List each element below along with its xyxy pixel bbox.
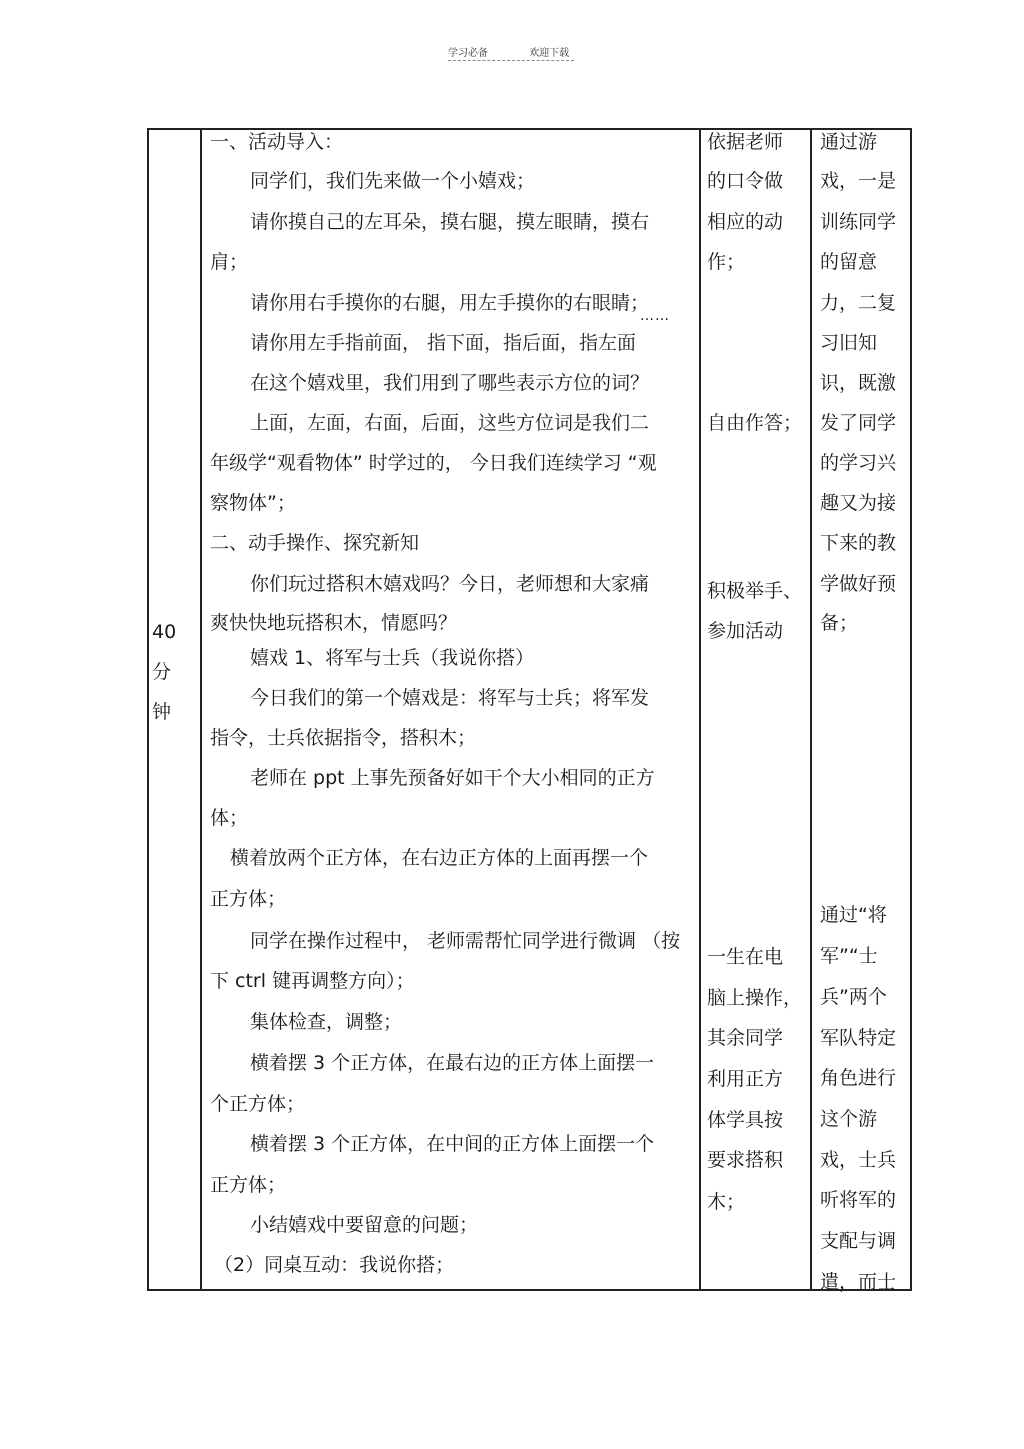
purpose-line: 训练同学 [820, 211, 897, 233]
content-line: 察物体”； [210, 492, 296, 514]
content-line: 体； [210, 807, 249, 829]
content-line: 请你摸自己的左耳朵，摸右腿，摸左眼睛，摸右 [250, 211, 650, 233]
activity-line: 自由作答； [707, 412, 803, 434]
content-line: 集体检查，调整； [250, 1011, 403, 1033]
purpose-line: 识，既激 [820, 372, 897, 394]
header-divider [448, 60, 574, 61]
purpose-line: 趣又为接 [820, 492, 897, 514]
time-unit-1: 分 [152, 661, 172, 683]
purpose-line: 军”“士 [820, 945, 878, 967]
content-line: 正方体； [210, 1174, 287, 1196]
content-line: 今日我们的第一个嬉戏是：将军与士兵；将军发 [250, 687, 650, 709]
activity-line: 利用正方 [707, 1068, 784, 1090]
purpose-line: 这个游 [820, 1108, 878, 1130]
content-line: 同学们，我们先来做一个小嬉戏； [250, 170, 536, 192]
content-line: 你们玩过搭积木嬉戏吗？今日，老师想和大家痛 [250, 573, 650, 595]
time-cell [152, 612, 192, 732]
content-line: 请你用左手指前面， 指下面，指后面，指左面 [250, 332, 637, 354]
time-number: 40 [152, 621, 177, 643]
content-line: 年级学“观看物体” 时学过的， 今日我们连续学习 “观 [210, 452, 657, 474]
content-line: （2）同桌互动：我说你搭； [214, 1254, 455, 1276]
purpose-line: 力，二复 [820, 292, 897, 314]
activity-line: 积极举手、 [707, 580, 803, 602]
activity-line: 其余同学 [707, 1027, 784, 1049]
content-line: 请你用右手摸你的右腿，用左手摸你的右眼睛； [250, 292, 650, 314]
content-line: 正方体； [210, 888, 287, 910]
purpose-line: 通过游 [820, 131, 878, 153]
purpose-line: 兵”两个 [820, 986, 887, 1008]
column-divider [200, 128, 202, 1291]
content-line: 个正方体； [210, 1093, 306, 1115]
content-line: 横着摆 3 个正方体，在中间的正方体上面摆一个 [250, 1133, 655, 1155]
activity-line: 一生在电 [707, 946, 784, 968]
purpose-line: 下来的教 [820, 532, 897, 554]
activity-line: 脑上操作， [707, 987, 803, 1009]
purpose-line: 备； [820, 612, 859, 634]
purpose-line: 遣，而士 [820, 1271, 897, 1293]
purpose-line: 角色进行 [820, 1067, 897, 1089]
content-line: 同学在操作过程中， 老师需帮忙同学进行微调 （按 [250, 930, 681, 952]
activity-line: 相应的动 [707, 211, 784, 233]
content-line: 老师在 ppt 上事先预备好如干个大小相同的正方 [250, 767, 655, 789]
activity-line: 木； [707, 1191, 746, 1213]
purpose-line: 通过“将 [820, 904, 887, 926]
content-line: 指令，士兵依据指令，搭积木； [210, 727, 477, 749]
time-unit-2: 钟 [152, 701, 172, 723]
activity-line: 要求搭积 [707, 1149, 784, 1171]
content-line: 上面，左面，右面，后面，这些方位词是我们二 [250, 412, 650, 434]
ellipsis-mark: …… [640, 308, 670, 324]
purpose-line: 听将军的 [820, 1189, 897, 1211]
purpose-line: 的留意 [820, 251, 878, 273]
purpose-line: 支配与调 [820, 1230, 897, 1252]
activity-line: 作； [707, 251, 746, 273]
purpose-line: 的学习兴 [820, 452, 897, 474]
content-line: 肩； [210, 251, 249, 273]
activity-line: 的口令做 [707, 170, 784, 192]
section-heading: 二、动手操作、探究新知 [210, 532, 420, 554]
content-line: 在这个嬉戏里，我们用到了哪些表示方位的词？ [250, 372, 650, 394]
purpose-line: 戏，士兵 [820, 1149, 897, 1171]
column-divider [810, 128, 812, 1291]
section-heading: 一、活动导入： [210, 131, 344, 153]
content-line: 小结嬉戏中要留意的问题； [250, 1214, 479, 1236]
purpose-line: 戏，一是 [820, 170, 897, 192]
purpose-line: 发了同学 [820, 412, 897, 434]
activity-line: 体学具按 [707, 1109, 784, 1131]
activity-line: 参加活动 [707, 620, 784, 642]
activity-line: 依据老师 [707, 131, 784, 153]
page-header [448, 44, 569, 59]
content-line: 下 ctrl 键再调整方向）； [210, 970, 415, 992]
purpose-line: 习旧知 [820, 332, 878, 354]
content-line: 嬉戏 1、将军与士兵（我说你搭） [250, 647, 535, 669]
header-right: 欢迎下载 [529, 48, 570, 59]
content-line: 横着摆 3 个正方体，在最右边的正方体上面摆一 [250, 1052, 655, 1074]
column-divider [699, 128, 701, 1291]
header-left: 学习必备 [448, 48, 488, 59]
purpose-line: 学做好预 [820, 573, 897, 595]
content-line: 爽快快地玩搭积木，情愿吗？ [210, 612, 458, 634]
content-line: 横着放两个正方体，在右边正方体的上面再摆一个 [230, 847, 649, 869]
purpose-line: 军队特定 [820, 1027, 897, 1049]
